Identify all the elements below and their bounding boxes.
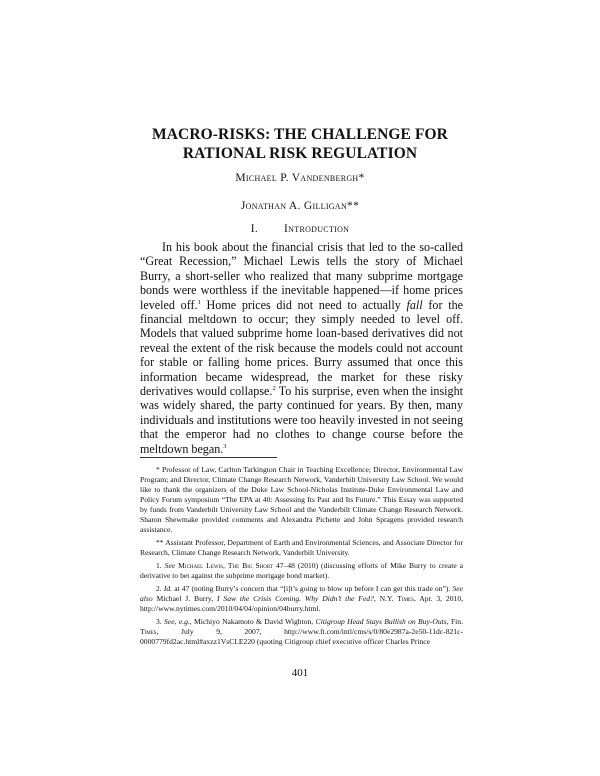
section-number: I. [250, 223, 259, 235]
signal-id: Id. [163, 584, 173, 593]
signal-see-eg: See, e.g. [164, 617, 190, 626]
publication-name-2: Times [140, 627, 157, 636]
footnote-2-number: 2. [156, 584, 162, 593]
body-text [140, 240, 463, 456]
footnote-star: * Professor of Law, Carlton Tarkington Chair in Teaching Excellence; Director, Environmental Law Program; and Director, Climate Change Research Network, Vanderbilt University Law School. We would like to thank the organizers of the Duke Law School-Nicholas Institute-Duke Environmental Law and Policy Forum symposium “The EPA at 40: Assessing Its Past and Its Future.” This Essay was supported by funds from Vanderbilt University Law School and the Vanderbilt Climate Change Research Network. Sharon Shewmake provided comments and Alexandra Pichette and John Spragens provided research assistance. [140, 465, 463, 534]
footnote-2-text-c: , N.Y. [373, 594, 394, 603]
intro-paragraph [140, 240, 463, 456]
sentence-2b: for the financial meltdown to occur; they simply needed to level off. Models that valued subprime home loan-based derivatives did not reveal the extent of the risk because the models could not account for stable or falling home prices. Burry assumed that once this information became widespread, the market for these risky derivatives would collapse. [140, 297, 463, 399]
emphasis-fall: fall [406, 297, 423, 312]
cited-work: The Big Short [227, 561, 273, 570]
footnote-3-text-b: , Fin. [446, 617, 463, 626]
footnote-3-text-a: , Michiyo Nakamoto & David Wighton, [189, 617, 314, 626]
sentence-1: In his book about the financial crisis that led to the so-called “Great Recession,” Michael Lewis tells the story of Michael Burry, a short-seller who realized that many subprime mortgage bonds were worthless if the inevitable happened—if home prices leveled off. [140, 240, 463, 312]
sentence-2a: Home prices did not need to actually [200, 297, 407, 312]
footnote-ref-1[interactable]: 1 [197, 298, 201, 306]
author-2 [0, 200, 600, 212]
footnote-1: 1. See Michael Lewis, The Big Short 47–48 (2010) (discussing efforts of Mike Burry to create a derivative to bet against the subprime mortgage bond market). [140, 561, 464, 580]
footnote-2-text-d: , Apr. 3, 2010, http://www.nytimes.com/2010/04/04/opinion/04burry.html. [140, 594, 464, 613]
author-1 [0, 172, 600, 184]
author-2-name: Jonathan A. Gilligan [240, 200, 348, 212]
footnote-double-star: ** Assistant Professor, Department of Earth and Environmental Sciences, and Associate Director for Research, Climate Change Research Network, Vanderbilt University. [140, 538, 463, 557]
article-title [0, 125, 600, 163]
footnote-1-number: 1. [156, 561, 162, 570]
footnote-divider [140, 457, 277, 458]
title-line-1: MACRO-RISKS: THE CHALLENGE FOR [152, 126, 448, 143]
section-title: Introduction [284, 223, 350, 235]
sentence-3: To his surprise, even when the insight was widely shared, the party continued for years. By then, many individuals and institutions were too heavily invested in not seeing that the emperor had no clothes to change course before the meltdown began. [140, 384, 463, 456]
page-number: 401 [291, 667, 309, 679]
author-1-name: Michael P. Vandenbergh [235, 172, 359, 184]
footnote-1-text: 47–48 (2010) (discussing efforts of Mike Burry to create a derivative to bet against the subprime mortgage bond market). [140, 561, 464, 580]
footnote-ref-3[interactable]: 3 [223, 442, 227, 450]
cited-article-title-2: Citigroup Head Stays Bullish on Buy-Outs [315, 617, 447, 626]
footnote-2 [140, 584, 463, 614]
footnote-3 [140, 617, 463, 647]
signal-see-also: See also [140, 584, 463, 603]
footnotes [140, 465, 463, 650]
cited-article-title: I Saw the Crisis Coming. Why Didn’t the Fed? [217, 594, 374, 603]
footnote-3-text-c: , July 9, 2007, http://www.ft.com/intl/cms/s/0/80e2987a-2e50-11dc-821c-0000779fd2ac.html#axzz1VsCLE220 (quoting Citigroup chief executive officer Charles Prince [140, 627, 463, 646]
author-1-mark: * [358, 172, 365, 184]
publication-name: Times [397, 594, 414, 603]
footnote-3-number: 3. [156, 617, 162, 626]
cited-author: Michael Lewis [178, 561, 224, 570]
footnote-2-text-a: at 47 (noting Burry’s concern that “[i]t’s going to blow up before I can get this trade on”). [174, 584, 451, 593]
footnote-ref-2[interactable]: 2 [272, 385, 276, 393]
signal-see: See [164, 561, 176, 570]
title-line-2: RATIONAL RISK REGULATION [182, 145, 418, 162]
author-2-mark: ** [347, 200, 360, 212]
footnote-2-text-b: Michael J. Burry, [156, 594, 214, 603]
section-heading [0, 223, 600, 235]
